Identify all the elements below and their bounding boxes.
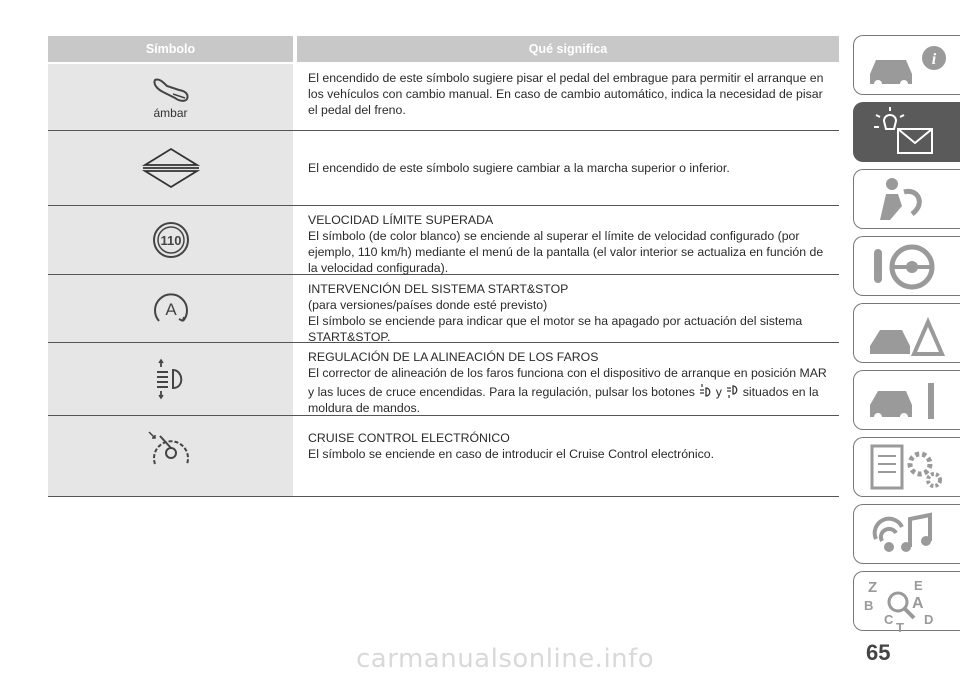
svg-text:A: A	[912, 595, 924, 612]
symbol-cell	[48, 275, 293, 342]
headlight-down-icon	[725, 384, 739, 398]
tab-index[interactable]	[853, 571, 960, 631]
cruise-control-icon	[147, 430, 195, 470]
tab-multimedia[interactable]	[853, 504, 960, 564]
table-row	[48, 206, 839, 275]
start-stop-icon	[149, 289, 193, 329]
table-row	[48, 131, 839, 206]
tab-safety[interactable]	[853, 169, 960, 229]
tab-starting-driving[interactable]	[853, 236, 960, 296]
emergency-icon	[862, 308, 952, 360]
table-header	[48, 36, 839, 62]
description-title: VELOCIDAD LÍMITE SUPERADA	[308, 213, 494, 227]
table-row	[48, 416, 839, 497]
description-cell	[293, 343, 839, 415]
header-symbol: Símbolo	[145, 42, 196, 56]
svg-text:110: 110	[160, 233, 181, 248]
svg-text:D: D	[924, 612, 934, 627]
tab-technical-data[interactable]	[853, 437, 960, 497]
description-title: CRUISE CONTROL ELECTRÓNICO	[308, 431, 510, 445]
clutch-pedal-icon	[149, 74, 193, 104]
description-cell	[293, 206, 839, 274]
steering-wheel-icon	[862, 241, 952, 293]
svg-text:i: i	[931, 51, 937, 68]
description-text: El encendido de este símbolo sugiere pisar el pedal del embrague para permitir el arranque en los vehículos con cambio manual. En caso de cambio automático, indica la necesidad de pisar el pedal del freno.	[308, 71, 824, 117]
description-text: El símbolo se enciende para indicar que el motor se ha apagado por actuación del sistema START&STOP.	[308, 314, 803, 344]
table-row	[48, 62, 839, 131]
gear-shift-indicator-icon	[141, 147, 201, 189]
tab-emergency[interactable]	[853, 303, 960, 363]
symbol-caption: ámbar	[153, 106, 188, 120]
description-text: El corrector de alineación de los faros funciona con el dispositivo de arranque en posición MAR	[308, 366, 827, 380]
symbol-cell	[48, 131, 293, 205]
description-inline-text: y las luces de cruce encendidas. Para la regulación, pulsar los botones y situados en la moldura de mandos.	[308, 385, 819, 415]
warning-lights-icon	[862, 107, 952, 159]
description-cell	[293, 275, 839, 342]
maintenance-icon	[862, 375, 952, 427]
headlight-leveling-icon	[151, 358, 191, 400]
description-title: INTERVENCIÓN DEL SISTEMA START&STOP	[308, 282, 569, 296]
svg-text:T: T	[896, 620, 904, 632]
tab-warning-lights[interactable]	[853, 102, 960, 162]
multimedia-icon	[862, 509, 952, 561]
symbol-cell	[48, 206, 293, 274]
watermark: carmanualsonline.info	[356, 644, 655, 674]
description-text: El símbolo se enciende en caso de introducir el Cruise Control electrónico.	[308, 447, 715, 461]
table-row	[48, 275, 839, 343]
car-info-icon	[862, 40, 952, 92]
symbol-cell	[48, 416, 293, 496]
header-meaning: Qué significa	[528, 42, 608, 56]
headlight-up-icon	[698, 384, 712, 398]
warning-lights-table	[48, 36, 839, 497]
page-number: 65	[866, 640, 891, 665]
speed-limit-110-icon	[151, 220, 191, 260]
safety-airbag-icon	[862, 174, 952, 226]
svg-text:E: E	[914, 578, 923, 593]
description-subtitle: (para versiones/países donde esté previsto)	[308, 298, 548, 312]
symbol-cell	[48, 64, 293, 130]
svg-text:A: A	[164, 299, 177, 319]
technical-data-icon	[862, 442, 952, 494]
svg-text:Z: Z	[868, 579, 878, 596]
description-title: REGULACIÓN DE LA ALINEACIÓN DE LOS FAROS	[308, 350, 599, 364]
symbol-cell	[48, 343, 293, 415]
description-text: El símbolo (de color blanco) se enciende al superar el límite de velocidad configurado (por ejemplo, 110 km/h) mediante el menú de la pantalla (el valor interior se actualiza en función de la velocidad configurada).	[308, 229, 824, 275]
table-row	[48, 343, 839, 416]
description-cell	[293, 131, 839, 205]
description-text: El encendido de este símbolo sugiere cambiar a la marcha superior o inferior.	[308, 161, 730, 175]
svg-text:B: B	[864, 598, 874, 613]
svg-text:C: C	[884, 612, 894, 627]
index-icon	[862, 576, 952, 632]
tab-car-info[interactable]	[853, 35, 960, 95]
description-cell	[293, 64, 839, 130]
tab-maintenance[interactable]	[853, 370, 960, 430]
description-cell	[293, 416, 839, 496]
